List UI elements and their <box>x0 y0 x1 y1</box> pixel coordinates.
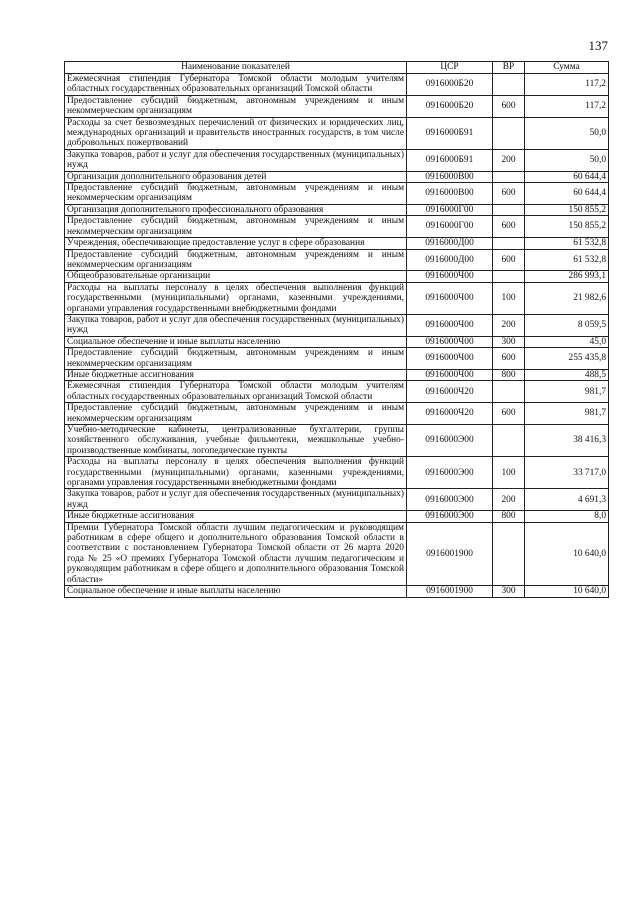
row-name-cell: Предоставление субсидий бюджетным, автономным учреждениям и иным некоммерческим организациям <box>65 348 407 370</box>
row-code-cell: 0916000Ч00 <box>407 348 493 370</box>
row-vr-cell: 600 <box>493 249 525 271</box>
table-row <box>65 238 609 249</box>
row-vr-cell <box>493 171 525 182</box>
row-code-cell: 0916000Б20 <box>407 74 493 96</box>
table-row <box>65 171 609 182</box>
row-vr-cell: 200 <box>493 149 525 171</box>
row-name-cell: Учебно-методические кабинеты, централизованные бухгалтерии, группы хозяйственного обслуживания, учебные фильмотеки, межшкольные учебно-производственные комбинаты, логопедические пункты <box>65 425 407 457</box>
table-row <box>65 216 609 238</box>
row-code-cell: 0916000Э00 <box>407 511 493 522</box>
table-row <box>65 149 609 171</box>
row-vr-cell <box>493 381 525 403</box>
row-vr-cell: 600 <box>493 183 525 205</box>
row-sum-cell: 60 644,4 <box>525 183 609 205</box>
table-row <box>65 314 609 336</box>
table-body <box>65 74 609 598</box>
row-name-cell: Социальное обеспечение и иные выплаты населению <box>65 586 407 597</box>
row-code-cell: 0916000Э00 <box>407 425 493 457</box>
row-vr-cell: 800 <box>493 511 525 522</box>
row-name-cell: Закупка товаров, работ и услуг для обеспечения государственных (муниципальных) нужд <box>65 314 407 336</box>
row-code-cell: 0916000Д00 <box>407 238 493 249</box>
row-vr-cell: 100 <box>493 457 525 489</box>
table-row <box>65 336 609 347</box>
row-code-cell: 0916000Ч00 <box>407 282 493 314</box>
row-sum-cell: 61 532,8 <box>525 238 609 249</box>
row-sum-cell: 50,0 <box>525 117 609 149</box>
row-name-cell: Организация дополнительного образования детей <box>65 171 407 182</box>
header-sum: Сумма <box>525 62 609 74</box>
row-vr-cell: 600 <box>493 403 525 425</box>
row-vr-cell: 100 <box>493 282 525 314</box>
row-code-cell: 0916000В00 <box>407 183 493 205</box>
table-row <box>65 381 609 403</box>
row-vr-cell: 600 <box>493 348 525 370</box>
row-code-cell: 0916000Д00 <box>407 249 493 271</box>
row-sum-cell: 117,2 <box>525 74 609 96</box>
row-code-cell: 0916000Г00 <box>407 216 493 238</box>
row-code-cell: 0916000Ч00 <box>407 314 493 336</box>
row-sum-cell: 150 855,2 <box>525 216 609 238</box>
row-code-cell: 0916000Ч00 <box>407 369 493 380</box>
header-vr: ВР <box>493 62 525 74</box>
table-row <box>65 425 609 457</box>
row-vr-cell: 600 <box>493 95 525 117</box>
row-code-cell: 0916000Б91 <box>407 149 493 171</box>
table-row <box>65 511 609 522</box>
row-sum-cell: 60 644,4 <box>525 171 609 182</box>
table-row <box>65 522 609 585</box>
row-code-cell: 0916000Ч00 <box>407 336 493 347</box>
row-name-cell: Расходы на выплаты персоналу в целях обеспечения выполнения функций государственными (муниципальными) органами, казенными учреждениями, органами управления государственными внебюджетными фондами <box>65 457 407 489</box>
header-code: ЦСР <box>407 62 493 74</box>
row-sum-cell: 8,0 <box>525 511 609 522</box>
row-name-cell: Ежемесячная стипендия Губернатора Томской области молодым учителям областных государственных образовательных организаций Томской области <box>65 74 407 96</box>
row-sum-cell: 8 059,5 <box>525 314 609 336</box>
table-row <box>65 586 609 597</box>
table-row <box>65 489 609 511</box>
row-name-cell: Предоставление субсидий бюджетным, автономным учреждениям и иным некоммерческим организациям <box>65 216 407 238</box>
table-row <box>65 282 609 314</box>
row-name-cell: Социальное обеспечение и иные выплаты населению <box>65 336 407 347</box>
row-vr-cell <box>493 238 525 249</box>
row-name-cell: Премии Губернатора Томской области лучшим педагогическим и руководящим работникам в сфере общего и дополнительного образования Томской области в соответствии с постановлением Губернатора Томской области от 26 марта 2020 года № 25 «О премиях Губернатора Томской области лучшим педагогическим и руководящим работникам в сфере общего и дополнительного образования Томской области» <box>65 522 407 585</box>
row-vr-cell: 200 <box>493 489 525 511</box>
row-name-cell: Ежемесячная стипендия Губернатора Томской области молодым учителям областных государственных образовательных организаций Томской области <box>65 381 407 403</box>
row-vr-cell <box>493 117 525 149</box>
row-vr-cell: 800 <box>493 369 525 380</box>
row-name-cell: Иные бюджетные ассигнования <box>65 369 407 380</box>
row-name-cell: Учреждения, обеспечивающие предоставление услуг в сфере образования <box>65 238 407 249</box>
row-code-cell: 0916001900 <box>407 522 493 585</box>
row-name-cell: Общеобразовательные организации <box>65 271 407 282</box>
row-sum-cell: 150 855,2 <box>525 204 609 215</box>
row-code-cell: 0916000В00 <box>407 171 493 182</box>
row-name-cell: Закупка товаров, работ и услуг для обеспечения государственных (муниципальных) нужд <box>65 489 407 511</box>
row-name-cell: Предоставление субсидий бюджетным, автономным учреждениям и иным некоммерческим организациям <box>65 95 407 117</box>
row-sum-cell: 117,2 <box>525 95 609 117</box>
row-sum-cell: 286 993,1 <box>525 271 609 282</box>
header-name: Наименование показателей <box>65 62 407 74</box>
row-code-cell: 0916000Э00 <box>407 489 493 511</box>
table-row <box>65 348 609 370</box>
row-sum-cell: 21 982,6 <box>525 282 609 314</box>
budget-table <box>64 61 609 598</box>
row-name-cell: Предоставление субсидий бюджетным, автономным учреждениям и иным некоммерческим организациям <box>65 183 407 205</box>
table-row <box>65 457 609 489</box>
row-name-cell: Иные бюджетные ассигнования <box>65 511 407 522</box>
row-vr-cell: 300 <box>493 336 525 347</box>
row-code-cell: 0916000Ч20 <box>407 381 493 403</box>
row-sum-cell: 10 640,0 <box>525 522 609 585</box>
table-row <box>65 369 609 380</box>
row-sum-cell: 255 435,8 <box>525 348 609 370</box>
row-code-cell: 0916000Э00 <box>407 457 493 489</box>
row-vr-cell: 300 <box>493 586 525 597</box>
row-vr-cell <box>493 522 525 585</box>
row-sum-cell: 61 532,8 <box>525 249 609 271</box>
row-vr-cell <box>493 204 525 215</box>
row-sum-cell: 45,0 <box>525 336 609 347</box>
row-vr-cell <box>493 74 525 96</box>
row-sum-cell: 488,5 <box>525 369 609 380</box>
table-header-row <box>65 62 609 74</box>
table-row <box>65 271 609 282</box>
row-sum-cell: 4 691,3 <box>525 489 609 511</box>
row-vr-cell: 600 <box>493 216 525 238</box>
row-name-cell: Предоставление субсидий бюджетным, автономным учреждениям и иным некоммерческим организациям <box>65 249 407 271</box>
row-vr-cell: 200 <box>493 314 525 336</box>
table-row <box>65 183 609 205</box>
row-code-cell: 0916000Ч00 <box>407 271 493 282</box>
row-sum-cell: 981,7 <box>525 403 609 425</box>
row-sum-cell: 38 416,3 <box>525 425 609 457</box>
row-sum-cell: 981,7 <box>525 381 609 403</box>
row-sum-cell: 33 717,0 <box>525 457 609 489</box>
table-row <box>65 117 609 149</box>
row-name-cell: Расходы на выплаты персоналу в целях обеспечения выполнения функций государственными (муниципальными) органами, казенными учреждениями, органами управления государственными внебюджетными фондами <box>65 282 407 314</box>
table-row <box>65 74 609 96</box>
page-number: 137 <box>588 38 608 53</box>
row-name-cell: Предоставление субсидий бюджетным, автономным учреждениям и иным некоммерческим организациям <box>65 403 407 425</box>
row-code-cell: 0916000Г00 <box>407 204 493 215</box>
row-sum-cell: 50,0 <box>525 149 609 171</box>
table-row <box>65 204 609 215</box>
row-sum-cell: 10 640,0 <box>525 586 609 597</box>
row-code-cell: 0916000Б91 <box>407 117 493 149</box>
row-vr-cell <box>493 271 525 282</box>
table-row <box>65 403 609 425</box>
row-name-cell: Организация дополнительного профессионального образования <box>65 204 407 215</box>
row-vr-cell <box>493 425 525 457</box>
table-row <box>65 95 609 117</box>
table-row <box>65 249 609 271</box>
row-code-cell: 0916001900 <box>407 586 493 597</box>
row-code-cell: 0916000Ч20 <box>407 403 493 425</box>
row-code-cell: 0916000Б20 <box>407 95 493 117</box>
row-name-cell: Расходы за счет безвозмездных перечислений от физических и юридических лиц, международных организаций и правительств иностранных государств, в том числе добровольных пожертвований <box>65 117 407 149</box>
row-name-cell: Закупка товаров, работ и услуг для обеспечения государственных (муниципальных) нужд <box>65 149 407 171</box>
